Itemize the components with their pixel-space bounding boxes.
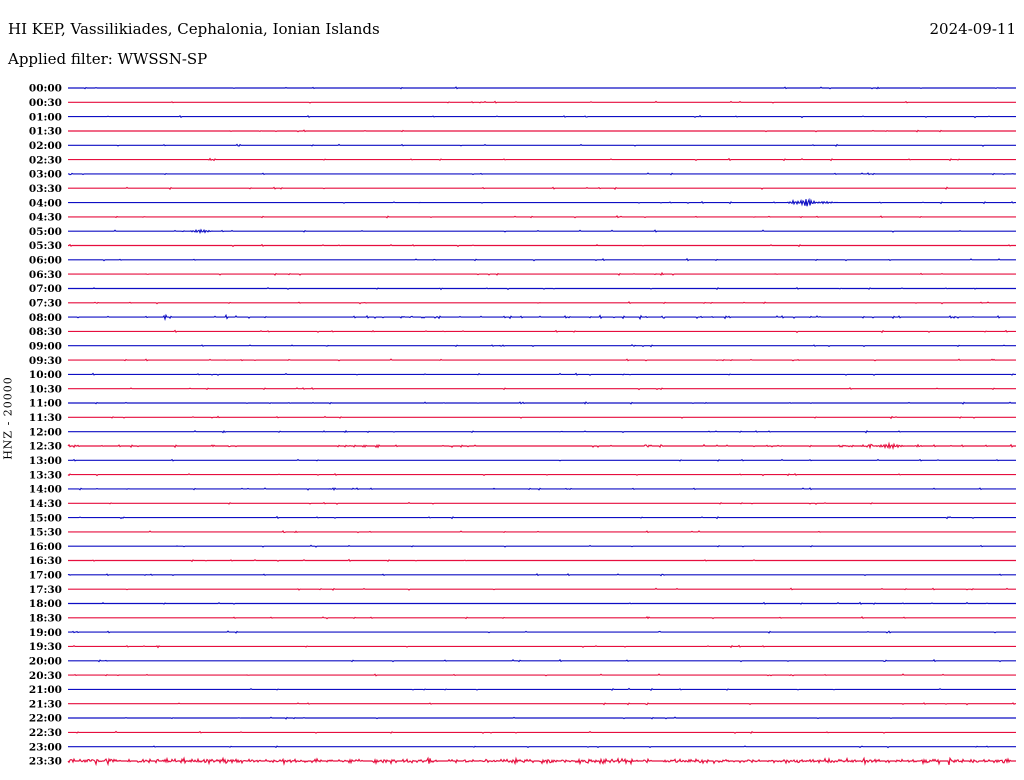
trace-row-2000 [68,660,1016,662]
trace-row-1330 [68,474,1016,476]
trace-time-label: 22:00 [28,712,62,725]
trace-time-label: 10:30 [28,383,62,396]
trace-row-0200 [68,145,1016,147]
trace-row-1900 [68,631,1016,633]
trace-row-1300 [68,460,1016,461]
trace-row-0100 [68,116,1016,118]
trace-row-0930 [68,359,1016,361]
trace-time-label: 03:00 [28,168,62,181]
trace-row-1500 [68,517,1016,519]
trace-row-0900 [68,345,1016,347]
trace-time-label: 17:30 [28,583,62,596]
trace-time-label: 14:30 [28,498,62,510]
trace-row-1630 [68,560,1016,562]
trace-row-1000 [68,374,1016,376]
trace-row-0030 [68,102,1016,103]
trace-row-1530 [68,531,1016,533]
applied-filter-label: Applied filter: WWSSN-SP [8,50,208,68]
trace-time-label: 04:00 [28,197,62,210]
trace-time-label: 06:30 [28,268,62,281]
trace-time-label: 00:00 [28,82,62,95]
channel-scale-label: HNZ - 20000 [1,376,15,460]
trace-row-1700 [68,574,1016,576]
trace-row-2200 [68,717,1016,719]
trace-time-label: 01:00 [28,111,62,124]
trace-time-label: 20:00 [28,655,62,668]
trace-row-1030 [68,388,1016,390]
trace-time-label: 07:30 [28,297,62,310]
trace-row-1930 [68,646,1016,648]
trace-row-0430 [68,216,1016,218]
trace-row-2230 [68,732,1016,734]
trace-time-label: 15:30 [28,526,62,539]
trace-time-label: 22:30 [28,727,62,740]
trace-row-0830 [68,331,1016,333]
trace-row-0700 [68,288,1016,290]
trace-time-label: 03:30 [28,182,62,195]
trace-row-0230 [68,159,1016,161]
trace-row-2330 [68,758,1016,765]
trace-row-1100 [68,402,1016,404]
trace-time-label: 13:30 [28,469,62,482]
record-date: 2024-09-11 [929,20,1016,38]
trace-row-1400 [68,488,1016,490]
trace-time-label: 00:30 [28,97,62,109]
trace-row-1200 [68,431,1016,433]
trace-time-label: 19:00 [28,626,62,639]
trace-time-label: 18:30 [28,612,62,625]
trace-row-0330 [68,187,1016,189]
trace-time-label: 14:00 [28,483,62,496]
trace-row-0800 [68,315,1016,319]
trace-time-label: 12:00 [28,426,62,439]
trace-row-0500 [68,230,1016,233]
trace-time-label: 17:00 [28,569,62,582]
trace-row-1730 [68,588,1016,590]
trace-row-1430 [68,503,1016,505]
trace-time-label: 18:00 [28,598,62,611]
trace-row-2030 [68,674,1016,676]
trace-time-label: 10:00 [28,369,62,382]
trace-time-label: 15:00 [28,512,62,525]
trace-time-label: 07:00 [28,283,62,296]
trace-row-1600 [68,545,1016,547]
trace-time-label: 23:00 [28,741,62,754]
station-title: HI KEP, Vassilikiades, Cephalonia, Ionian Islands [8,20,380,38]
trace-time-label: 05:00 [28,225,62,238]
trace-row-2130 [68,703,1016,705]
trace-row-0130 [68,130,1016,132]
trace-row-0300 [68,173,1016,175]
trace-time-label: 06:00 [28,254,62,267]
trace-row-1800 [68,603,1016,605]
trace-row-0630 [68,273,1016,275]
trace-time-label: 12:30 [28,440,62,453]
trace-time-label: 04:30 [28,211,62,224]
trace-time-label: 05:30 [28,240,62,253]
trace-time-label: 16:00 [28,540,62,553]
trace-row-1130 [68,417,1016,419]
trace-time-label: 08:30 [28,326,62,339]
trace-time-label: 21:00 [28,684,62,697]
trace-row-0600 [68,259,1016,261]
trace-time-label: 11:00 [28,397,62,410]
trace-row-0000 [68,87,1016,89]
trace-row-0730 [68,302,1016,304]
trace-time-label: 13:00 [28,455,62,467]
trace-row-1830 [68,617,1016,619]
trace-time-label: 16:30 [28,555,62,568]
trace-time-label: 02:30 [28,154,62,167]
trace-time-label: 23:30 [28,755,62,768]
trace-row-2300 [68,746,1016,747]
trace-row-2100 [68,689,1016,691]
trace-row-0400 [68,199,1016,206]
trace-time-label: 19:30 [28,641,62,654]
trace-time-label: 11:30 [28,412,62,424]
trace-time-label: 02:00 [28,140,62,152]
trace-time-label: 21:30 [28,698,62,711]
trace-time-label: 08:00 [28,311,62,324]
trace-time-label: 20:30 [28,669,62,682]
trace-row-1230 [68,444,1016,448]
trace-time-label: 01:30 [28,125,62,138]
trace-row-0530 [68,245,1016,247]
trace-time-label: 09:30 [28,354,62,367]
trace-time-label: 09:00 [28,340,62,353]
